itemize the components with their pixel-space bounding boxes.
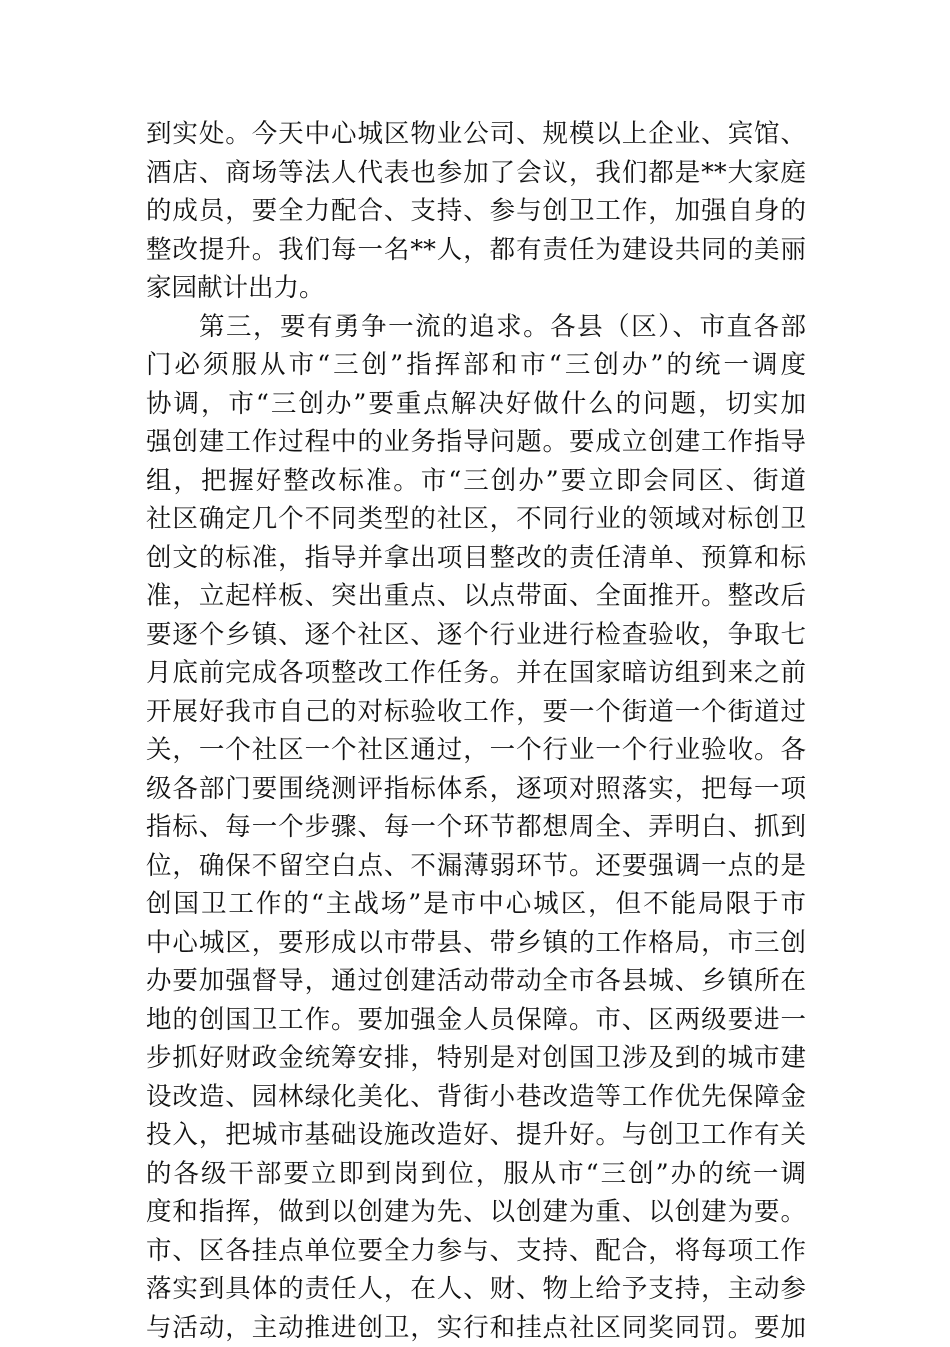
text-line: 门必须服从市“三创”指挥部和市“三创办”的统一调度 bbox=[146, 346, 806, 385]
text-line: 位，确保不留空白点、不漏薄弱环节。还要强调一点的是 bbox=[146, 847, 806, 886]
text-line: 准，立起样板、突出重点、以点带面、全面推开。整改后 bbox=[146, 577, 806, 616]
text-line: 的各级干部要立即到岗到位，服从市“三创”办的统一调 bbox=[146, 1155, 806, 1194]
text-line: 强创建工作过程中的业务指导问题。要成立创建工作指导 bbox=[146, 423, 806, 462]
text-line: 酒店、商场等法人代表也参加了会议，我们都是**大家庭 bbox=[146, 154, 806, 193]
text-line: 开展好我市自己的对标验收工作，要一个街道一个街道过 bbox=[146, 693, 806, 732]
text-line: 要逐个乡镇、逐个社区、逐个行业进行检查验收，争取七 bbox=[146, 616, 806, 655]
text-line: 办要加强督导，通过创建活动带动全市各县城、乡镇所在 bbox=[146, 962, 806, 1001]
text-line: 创文的标准，指导并拿出项目整改的责任清单、预算和标 bbox=[146, 539, 806, 578]
text-line: 落实到具体的责任人，在人、财、物上给予支持，主动参 bbox=[146, 1270, 806, 1309]
text-line: 级各部门要围绕测评指标体系，逐项对照落实，把每一项 bbox=[146, 770, 806, 809]
paragraph-first-line: 第三，要有勇争一流的追求。各县（区）、市直各部 bbox=[146, 308, 806, 347]
text-line: 与活动，主动推进创卫，实行和挂点社区同奖同罚。要加 bbox=[146, 1309, 806, 1347]
text-line: 度和指挥，做到以创建为先、以创建为重、以创建为要。 bbox=[146, 1193, 806, 1232]
text-line: 设改造、园林绿化美化、背街小巷改造等工作优先保障金 bbox=[146, 1078, 806, 1117]
text-line: 社区确定几个不同类型的社区，不同行业的领域对标创卫 bbox=[146, 500, 806, 539]
text-line: 协调，市“三创办”要重点解决好做什么的问题，切实加 bbox=[146, 385, 806, 424]
text-line: 投入，把城市基础设施改造好、提升好。与创卫工作有关 bbox=[146, 1116, 806, 1155]
text-line: 组，把握好整改标准。市“三创办”要立即会同区、街道 bbox=[146, 462, 806, 501]
text-line: 的成员，要全力配合、支持、参与创卫工作，加强自身的 bbox=[146, 192, 806, 231]
text-line: 中心城区，要形成以市带县、带乡镇的工作格局，市三创 bbox=[146, 924, 806, 963]
text-line: 指标、每一个步骤、每一个环节都想周全、弄明白、抓到 bbox=[146, 808, 806, 847]
text-line: 家园献计出力。 bbox=[146, 269, 806, 308]
text-line: 月底前完成各项整改工作任务。并在国家暗访组到来之前 bbox=[146, 654, 806, 693]
body-text bbox=[146, 115, 806, 1347]
text-line: 市、区各挂点单位要全力参与、支持、配合，将每项工作 bbox=[146, 1232, 806, 1271]
text-line: 地的创国卫工作。要加强金人员保障。市、区两级要进一 bbox=[146, 1001, 806, 1040]
text-line: 到实处。今天中心城区物业公司、规模以上企业、宾馆、 bbox=[146, 115, 806, 154]
text-line: 创国卫工作的“主战场”是市中心城区，但不能局限于市 bbox=[146, 885, 806, 924]
text-line: 步抓好财政金统筹安排，特别是对创国卫涉及到的城市建 bbox=[146, 1039, 806, 1078]
text-line: 关，一个社区一个社区通过，一个行业一个行业验收。各 bbox=[146, 731, 806, 770]
text-line: 整改提升。我们每一名**人，都有责任为建设共同的美丽 bbox=[146, 231, 806, 270]
